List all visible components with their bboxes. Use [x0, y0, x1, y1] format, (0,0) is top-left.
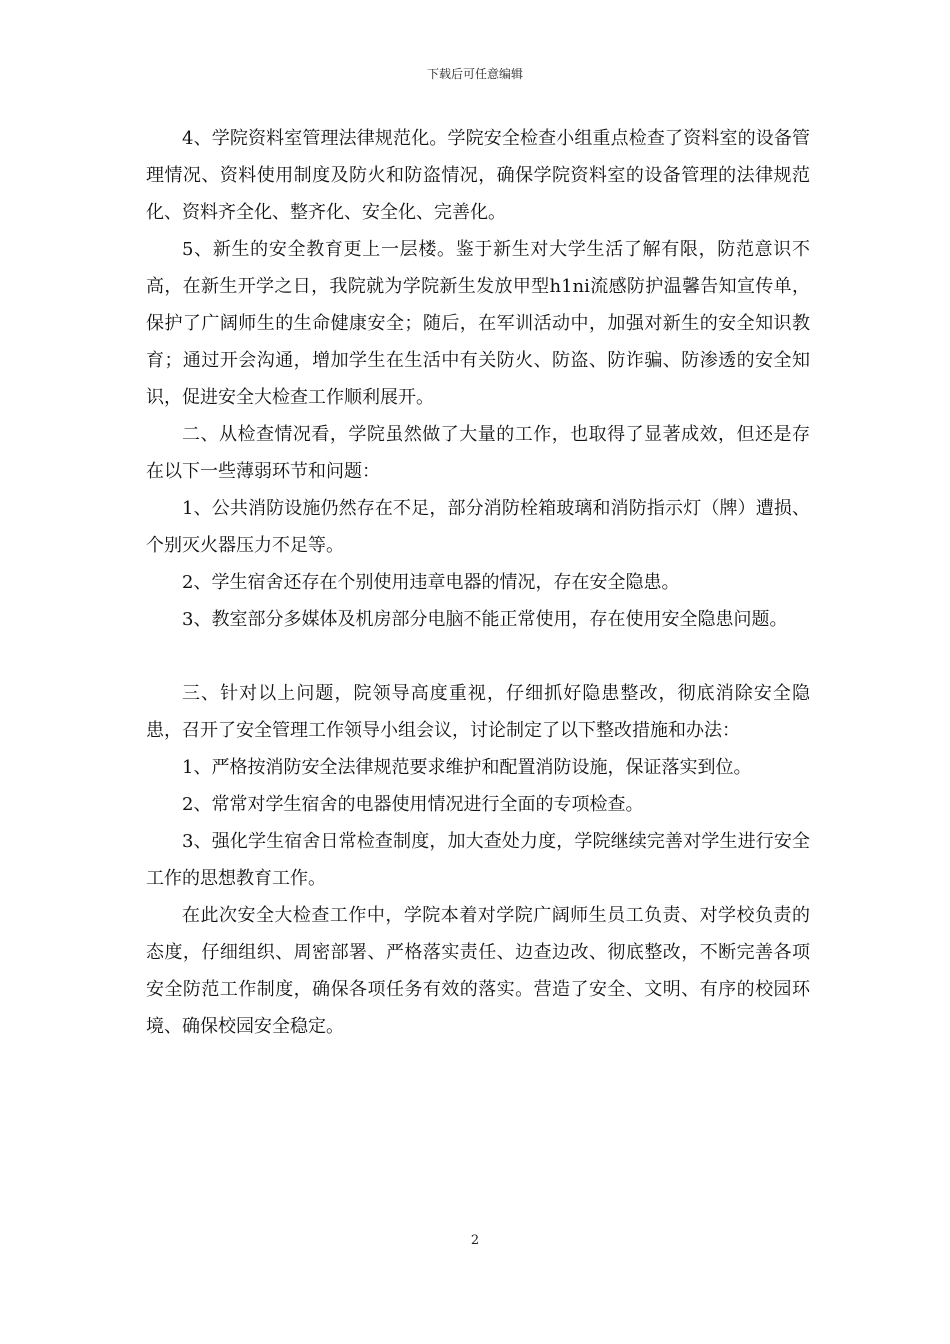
paragraph-measure-fire-facilities: 1、严格按消防安全法律规范要求维护和配置消防设施，保证落实到位。: [182, 757, 752, 778]
paragraph-issue-multimedia: 3、教室部分多媒体及机房部分电脑不能正常使用，存在使用安全隐患问题。: [182, 609, 788, 630]
paragraph-issue-fire-facilities: 1、公共消防设施仍然存在不足，部分消防栓箱玻璃和消防指示灯（牌）遭损、个别灭火器压力不足等。: [146, 498, 810, 556]
paragraph-archive-management: 4、学院资料室管理法律规范化。学院安全检查小组重点检查了资料室的设备管理情况、资料使用制度及防火和防盗情况，确保学院资料室的设备管理的法律规范化、资料齐全化、整齐化、安全化、完善化。: [146, 128, 810, 223]
paragraph-rectification-intro: 三、针对以上问题，院领导高度重视，仔细抓好隐患整改，彻底消除安全隐患，召开了安全管理工作领导小组会议，讨论制定了以下整改措施和办法：: [146, 683, 810, 741]
page-header: 下载后可任意编辑: [426, 67, 523, 81]
paragraph-measure-daily-checks: 3、强化学生宿舍日常检查制度，加大查处力度，学院继续完善对学生进行安全工作的思想教育工作。: [146, 831, 810, 889]
paragraph-measure-dorm-inspection: 2、常常对学生宿舍的电器使用情况进行全面的专项检查。: [182, 794, 644, 815]
paragraph-inspection-findings: 二、从检查情况看，学院虽然做了大量的工作，也取得了显著成效，但还是存在以下一些薄弱环节和问题：: [146, 424, 810, 482]
paragraph-issue-dorm-appliances: 2、学生宿舍还存在个别使用违章电器的情况，存在安全隐患。: [182, 572, 680, 593]
paragraph-spacer: [146, 638, 810, 675]
page-number: 2: [470, 1233, 480, 1248]
document-body: [146, 120, 810, 1045]
paragraph-freshman-safety-education: 5、新生的安全教育更上一层楼。鉴于新生对大学生活了解有限，防范意识不高，在新生开学之日，我院就为学院新生发放甲型h1ni流感防护温馨告知宣传单，保护了广阔师生的生命健康安全；随后，在军训活动中，加强对新生的安全知识教育；通过开会沟通，增加学生在生活中有关防火、防盗、防诈骗、防渗透的安全知识，促进安全大检查工作顺利展开。: [146, 239, 810, 408]
paragraph-conclusion: 在此次安全大检查工作中，学院本着对学院广阔师生员工负责、对学校负责的态度，仔细组织、周密部署、严格落实责任、边查边改、彻底整改，不断完善各项安全防范工作制度，确保各项任务有效的落实。营造了安全、文明、有序的校园环境、确保校园安全稳定。: [146, 905, 810, 1037]
